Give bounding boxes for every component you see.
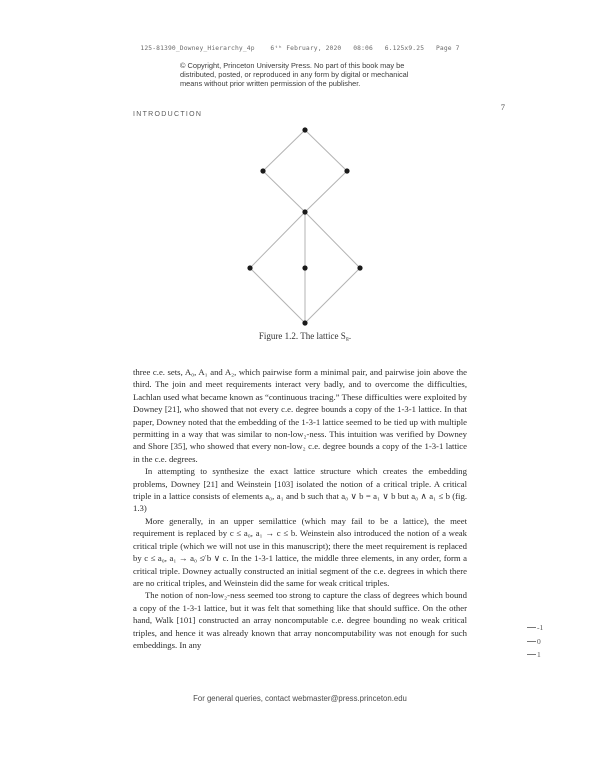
lattice-edge-top-upper-left: [263, 130, 305, 171]
margin-dash-icon: [527, 654, 536, 655]
margin-mark-label: 1: [537, 650, 541, 659]
lattice-node-bottom: [302, 320, 307, 325]
margin-mark: [527, 621, 567, 635]
lattice-edge-middle-lower-left: [250, 212, 305, 268]
page-number: 7: [500, 102, 505, 112]
paragraph-3: More generally, in an upper semilattice (which may fail to be a lattice), the meet requirement is replaced by c ≤ a₀, a₁ → c ≤ b. Weinstein also introduced the notion of a weak critical triple (which we will not use in this manuscript); there the meet requirement is replaced by c ≤ a₀, a₁ → a₀ ≰ b ∨ c. In the 1-3-1 lattice, the middle three elements, in any order, form a critical triple. Downey actually constructed an initial segment of the c.e. degrees in which there are no critical triples, and Weinstein did the same for weak critical triples.: [133, 515, 467, 588]
lattice-edge-top-upper-right: [305, 130, 347, 171]
paragraph-4: The notion of non-low₂-ness seemed too strong to capture the class of degrees which bound a copy of the 1-3-1 lattice, but it was felt that something like that should suffice. On the other hand, Walk [101] constructed an array noncomputable c.e. degree bounding no weak critical triples, and hence it was already known that array noncomputability was not enough for such embeddings. In any: [133, 590, 467, 650]
figure-caption: Figure 1.2. The lattice S₈.: [258, 331, 352, 341]
lattice-edge-upper-left-middle: [263, 171, 305, 212]
margin-dash-icon: [527, 641, 536, 642]
lattice-node-top: [302, 127, 307, 132]
footer-query-line: For general queries, contact webmaster@press.princeton.edu: [193, 694, 407, 703]
lattice-edge-upper-right-middle: [305, 171, 347, 212]
margin-dash-icon: [527, 627, 536, 628]
lattice-node-lower-center: [302, 265, 307, 270]
lattice-node-upper-right: [344, 168, 349, 173]
lattice-node-middle: [302, 209, 307, 214]
paragraph-1: three c.e. sets, A₀, A₁ and A₂, which pairwise form a minimal pair, and pairwise join above the third. The join and meet requirements interact very badly, and to overcome the difficulties, Lachlan used what became known as “continuous tracing.” These difficulties were exploited by Downey [21], who showed that not every c.e. degree bounds a copy of the 1-3-1 lattice. In that paper, Downey noted that the embedding of the 1-3-1 lattice seemed to be tied up with multiple permitting in a way that was similar to non-low₂-ness. This intuition was verified by Downey and Shore [35], who showed that every non-low₂ c.e. degree bounds a copy of the 1-3-1 lattice in the c.e. degrees.: [133, 367, 467, 464]
running-head-title: INTRODUCTION: [133, 111, 203, 118]
copyright-line-1: © Copyright, Princeton University Press. No part of this book may be: [180, 61, 405, 70]
copyright-line-2: distributed, posted, or reproduced in any form by digital or mechanical: [180, 69, 409, 79]
margin-mark-label: 0: [537, 636, 541, 646]
margin-mark: [527, 648, 567, 662]
lattice-edge-lower-right-bottom: [305, 268, 360, 323]
print-slug-line: 125-81390_Downey_Hierarchy_4p 6ᵗʰ February, 2020 08:06 6.125x9.25 Page 7: [140, 45, 460, 52]
copyright-line-3: means without prior written permission of the publisher.: [180, 78, 361, 88]
lattice-diagram: [230, 112, 380, 334]
lattice-node-upper-left: [260, 168, 265, 173]
body-text: [133, 366, 467, 651]
copyright-notice: [180, 62, 440, 89]
margin-mark: [527, 635, 567, 649]
margin-marks: [527, 621, 567, 662]
lattice-node-lower-right: [357, 265, 362, 270]
margin-mark-label: -1: [537, 623, 544, 632]
lattice-edge-lower-left-bottom: [250, 268, 305, 323]
lattice-edge-middle-lower-right: [305, 212, 360, 268]
paragraph-2: In attempting to synthesize the exact lattice structure which creates the embedding problems, Downey [21] and Weinstein [103] isolated the notion of a critical triple. A critical triple in a lattice consists of elements a₀, a₁ and b such that a₀ ∨ b = a₁ ∨ b but a₀ ∧ a₁ ≤ b (fig. 1.3): [133, 466, 467, 514]
lattice-node-lower-left: [247, 265, 252, 270]
